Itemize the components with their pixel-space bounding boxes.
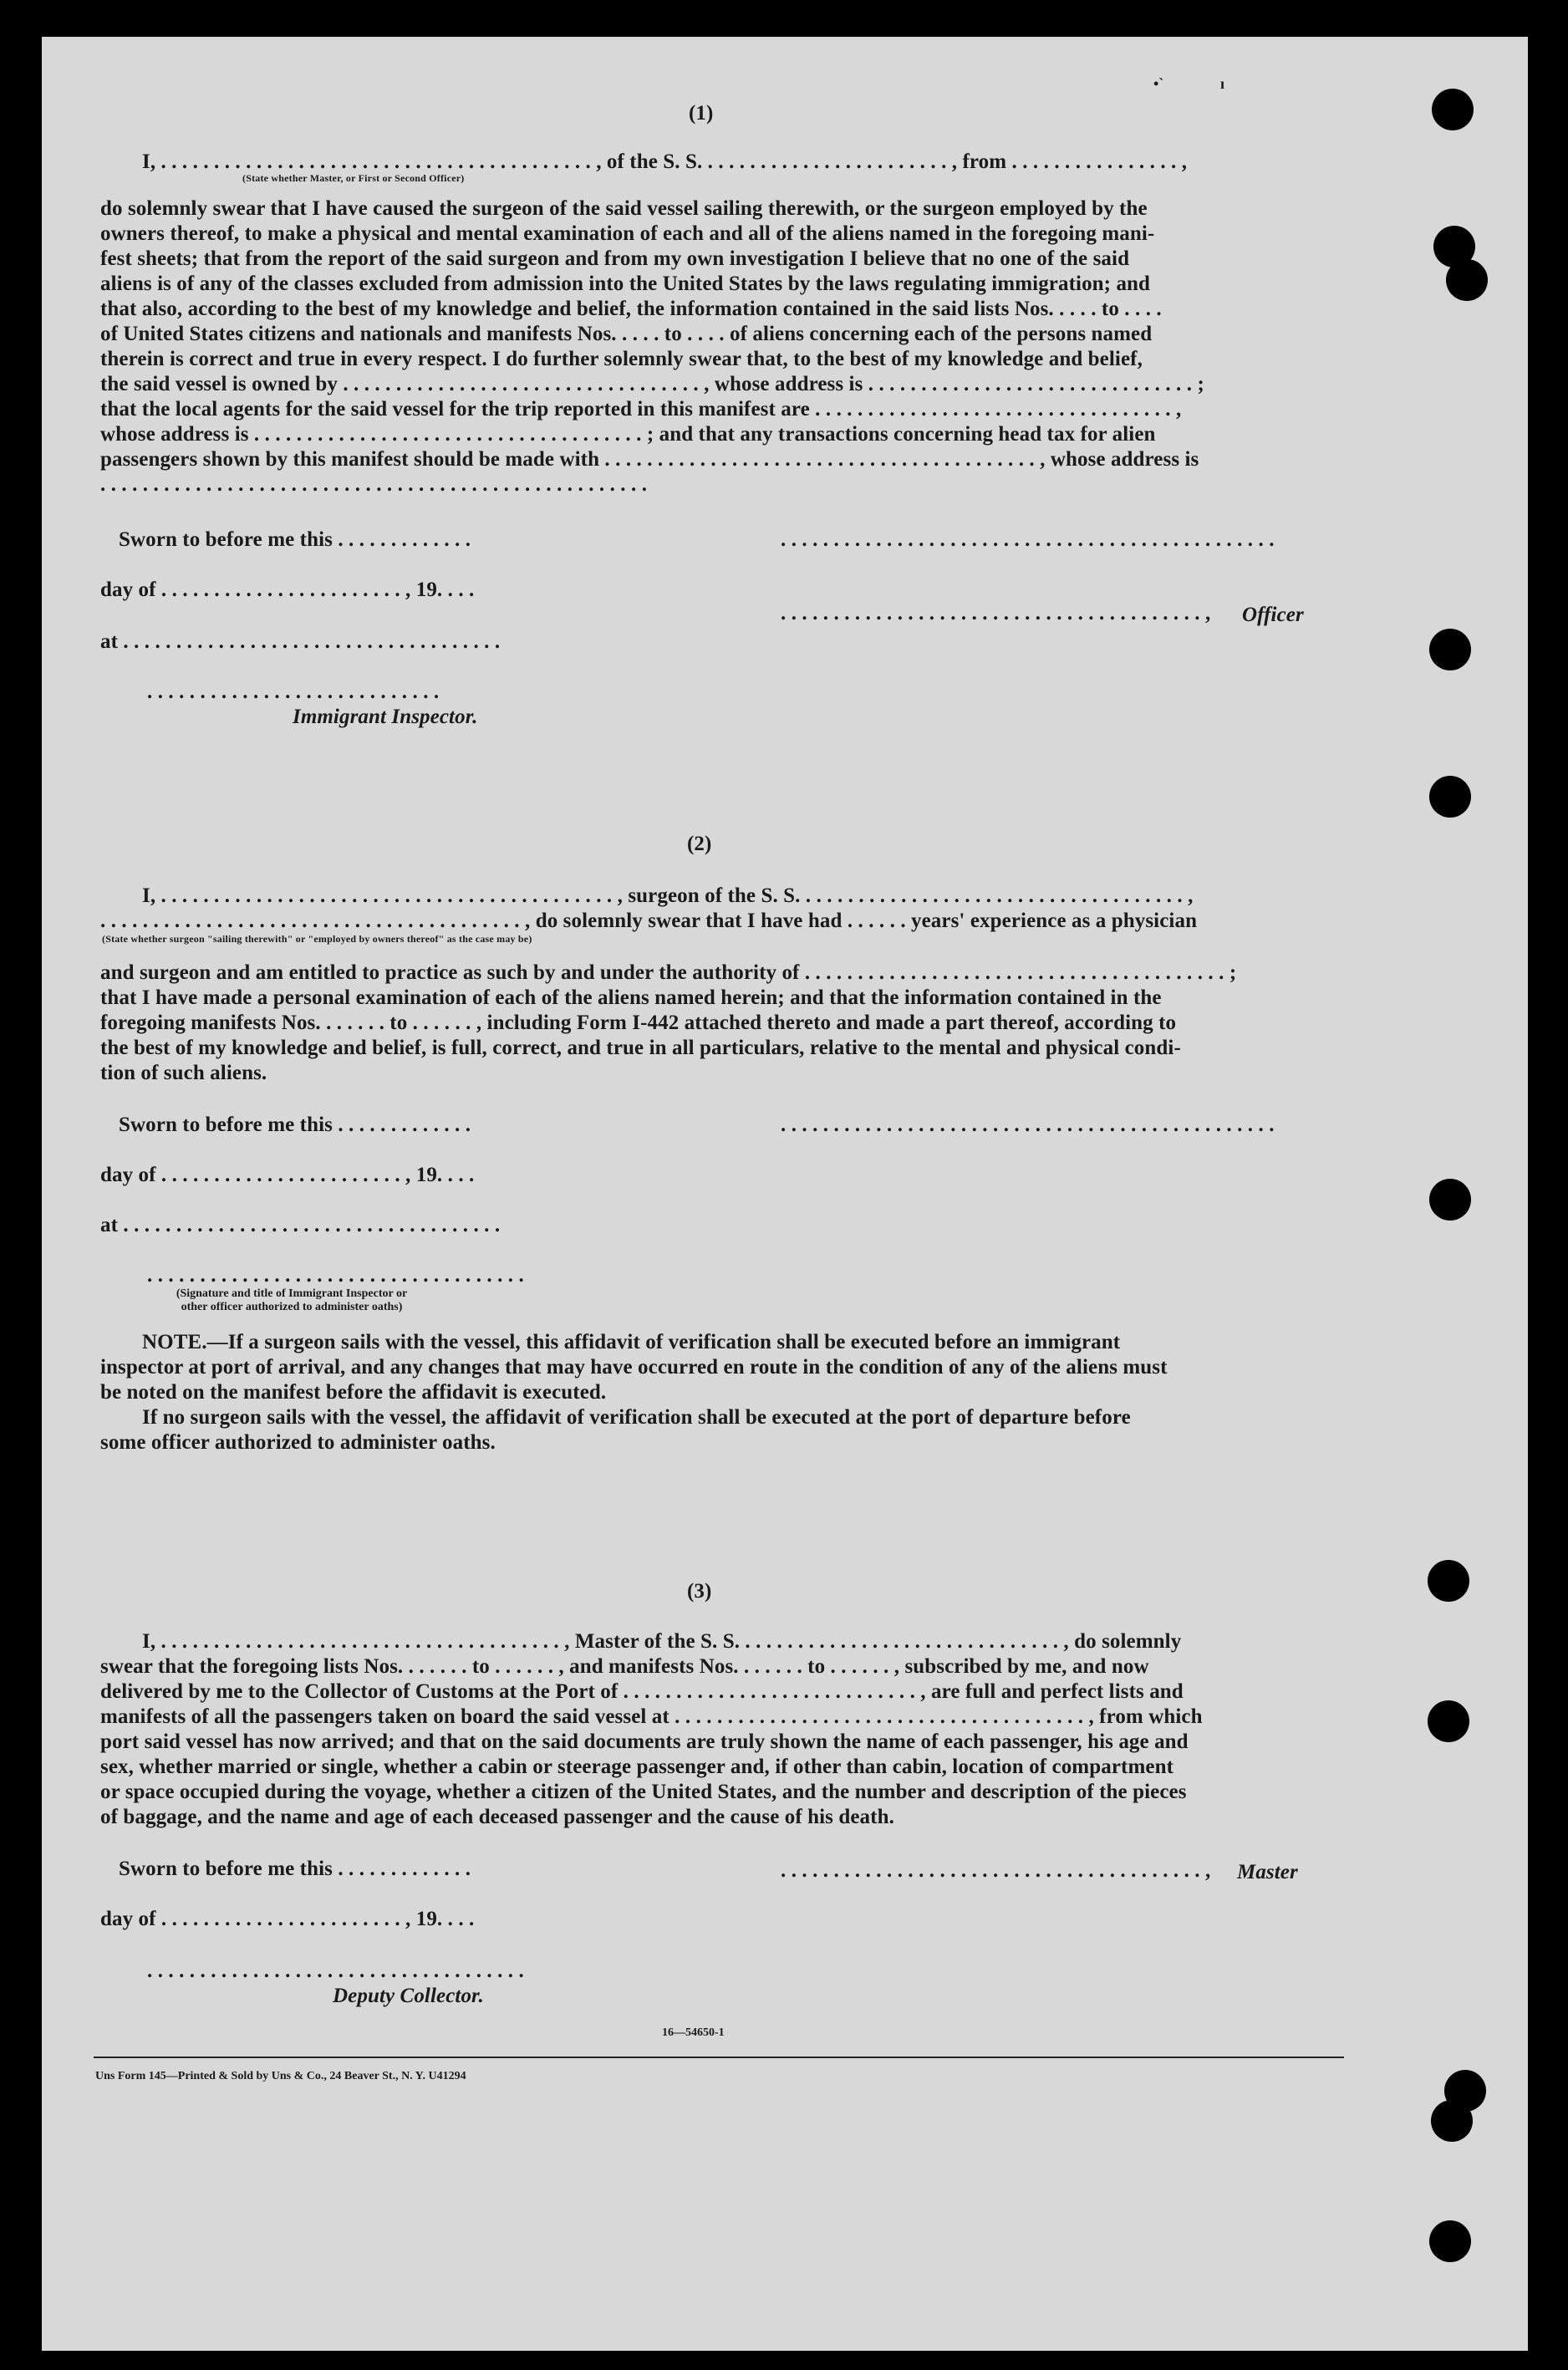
- section-2-inspector-dots: . . . . . . . . . . . . . . . . . . . . . . . . . . . . . . . . . . . .: [147, 1264, 524, 1287]
- section-1-officer-label: Officer: [1242, 604, 1304, 626]
- section-2-signature-dots: . . . . . . . . . . . . . . . . . . . . . . . . . . . . . . . . . . . . . . . . . . . . . . .: [781, 1114, 1275, 1136]
- section-3-body-line: manifests of all the passengers taken on board the said vessel at . . . . . . . . . . . . . . . . . . . . . . . . . . . . . . . . . . . . . . . , from which: [100, 1705, 1203, 1728]
- section-2-note-line: be noted on the manifest before the affidavit is executed.: [100, 1381, 607, 1404]
- punch-hole-6: [1429, 1179, 1471, 1221]
- section-2-note-line: NOTE.—If a surgeon sails with the vessel, this affidavit of verification shall be executed before an immigrant: [142, 1331, 1121, 1353]
- punch-hole-3: [1446, 259, 1488, 301]
- punch-hole-8: [1428, 1700, 1469, 1742]
- section-1-body-line: fest sheets; that from the report of the said surgeon and from my own investigation I believe that no one of the said: [100, 247, 1130, 270]
- section-2-body-line: foregoing manifests Nos. . . . . . . to . . . . . . , including Form I-442 attached thereto and made a part thereof, according to: [100, 1012, 1177, 1034]
- section-1-body-line: of United States citizens and nationals and manifests Nos. . . . . to . . . . of aliens concerning each of the persons named: [100, 323, 1153, 345]
- section-2-inspector-note-2: other officer authorized to administer oaths): [181, 1301, 403, 1313]
- section-3-collector-label: Deputy Collector.: [333, 1985, 484, 2007]
- section-2-line-2: . . . . . . . . . . . . . . . . . . . . . . . . . . . . . . . . . . . . . . . . , do solemnly swear that I have had . . . . . . years' experience as a physician: [100, 910, 1198, 932]
- section-1-sworn: Sworn to before me this . . . . . . . . . . . . .: [119, 528, 471, 551]
- punch-hole-10: [1431, 2100, 1473, 2142]
- section-1-line-1: I, . . . . . . . . . . . . . . . . . . . . . . . . . . . . . . . . . . . . . . . . . , of the S. S. . . . . . . . . . . . . . . . . . . . . . . . , from . . . . . . . . . . . . . . . . ,: [142, 150, 1188, 173]
- section-2-body-line: tion of such aliens.: [100, 1062, 267, 1084]
- section-1-body-line: the said vessel is owned by . . . . . . . . . . . . . . . . . . . . . . . . . . . . . . . . . . , whose address is . . . . . . . . . . . . . . . . . . . . . . . . . . . . . . . ;: [100, 373, 1204, 395]
- section-3-body-line: swear that the foregoing lists Nos. . . . . . . to . . . . . . , and manifests Nos. . . . . . . to . . . . . . , subscribed by me, and now: [100, 1655, 1149, 1678]
- section-1-body-line: that also, according to the best of my knowledge and belief, the information contained in the said lists Nos. . . . . to . . . .: [100, 298, 1162, 320]
- section-3-body-line: port said vessel has now arrived; and that on the said documents are truly shown the name of each passenger, his age and: [100, 1730, 1189, 1753]
- punch-hole-4: [1429, 629, 1471, 670]
- section-1-body-line: owners thereof, to make a physical and mental examination of each and all of the aliens named in the foregoing mani-: [100, 222, 1155, 245]
- section-1-day-of: day of . . . . . . . . . . . . . . . . . . . . . . . , 19. . . .: [100, 578, 475, 601]
- stray-mark: •`: [1153, 75, 1164, 92]
- section-3-day-of: day of . . . . . . . . . . . . . . . . . . . . . . . , 19. . . .: [100, 1908, 475, 1930]
- section-3-master-dots: . . . . . . . . . . . . . . . . . . . . . . . . . . . . . . . . . . . . . . . . ,: [781, 1859, 1211, 1882]
- manifest-affidavit-page: [42, 37, 1528, 2351]
- section-2-sworn: Sworn to before me this . . . . . . . . . . . . .: [119, 1114, 471, 1136]
- section-3-master-label: Master: [1237, 1861, 1298, 1883]
- footer-rule: [94, 2057, 1344, 2058]
- section-1-body-line: whose address is . . . . . . . . . . . . . . . . . . . . . . . . . . . . . . . . . . . . . ; and that any transactions concerning head tax for alien: [100, 423, 1156, 446]
- section-2-at: at . . . . . . . . . . . . . . . . . . . . . . . . . . . . . . . . . . . .: [100, 1214, 501, 1236]
- section-2-line-1: I, . . . . . . . . . . . . . . . . . . . . . . . . . . . . . . . . . . . . . . . . . . . , surgeon of the S. S. . . . . . . . . . . . . . . . . . . . . . . . . . . . . . . . . . . . . ,: [142, 884, 1194, 907]
- section-2-note-line: If no surgeon sails with the vessel, the affidavit of verification shall be executed at the port of departure before: [142, 1406, 1131, 1429]
- section-1-body-line: therein is correct and true in every respect. I do further solemnly swear that, to the best of my knowledge and belief,: [100, 348, 1143, 370]
- section-2-day-of: day of . . . . . . . . . . . . . . . . . . . . . . . , 19. . . .: [100, 1164, 475, 1186]
- section-1-number: (1): [689, 102, 714, 125]
- section-1-body-line: do solemnly swear that I have caused the surgeon of the said vessel sailing therewith, or the surgeon employed by the: [100, 197, 1148, 220]
- section-1-body-line: that the local agents for the said vessel for the trip reported in this manifest are . . . . . . . . . . . . . . . . . . . . . . . . . . . . . . . . . . ,: [100, 398, 1182, 420]
- section-3-number: (3): [687, 1580, 712, 1603]
- section-1-body-line: passengers shown by this manifest should be made with . . . . . . . . . . . . . . . . . . . . . . . . . . . . . . . . . . . . . . . . . , whose address is: [100, 448, 1199, 471]
- form-number: 16—54650-1: [662, 2026, 725, 2039]
- punch-hole-11: [1429, 2220, 1471, 2262]
- section-3-body-line: delivered by me to the Collector of Customs at the Port of . . . . . . . . . . . . . . . . . . . . . . . . . . . . , are full and perfect lists and: [100, 1680, 1184, 1703]
- section-3-collector-dots: . . . . . . . . . . . . . . . . . . . . . . . . . . . . . . . . . . . .: [147, 1960, 524, 1982]
- section-1-officer-note: (State whether Master, or First or Second Officer): [242, 172, 465, 184]
- section-1-at: at . . . . . . . . . . . . . . . . . . . . . . . . . . . . . . . . . . . .: [100, 630, 501, 653]
- section-3-body-line: or space occupied during the voyage, whether a citizen of the United States, and the number and description of the pieces: [100, 1781, 1187, 1803]
- section-1-inspector-dots: . . . . . . . . . . . . . . . . . . . . . . . . . . . .: [147, 680, 440, 703]
- section-3-body-line: I, . . . . . . . . . . . . . . . . . . . . . . . . . . . . . . . . . . . . . . , Master of the S. S. . . . . . . . . . . . . . . . . . . . . . . . . . . . . . . , do solemnly: [142, 1630, 1182, 1653]
- section-2-number: (2): [687, 833, 712, 855]
- section-1-body-line: aliens is of any of the classes excluded from admission into the United States by the laws regulating immigration; and: [100, 273, 1151, 295]
- section-1-officer-dots: . . . . . . . . . . . . . . . . . . . . . . . . . . . . . . . . . . . . . . . . ,: [781, 602, 1211, 624]
- section-2-body-line: the best of my knowledge and belief, is full, correct, and true in all particulars, relative to the mental and physical condi-: [100, 1037, 1181, 1059]
- printer-line: Uns Form 145—Printed & Sold by Uns & Co., 24 Beaver St., N. Y. U41294: [95, 2070, 466, 2082]
- section-2-body-line: that I have made a personal examination of each of the aliens named herein; and that the information contained in the: [100, 986, 1162, 1009]
- section-3-body-line: sex, whether married or single, whether a cabin or steerage passenger and, if other than cabin, location of compartment: [100, 1756, 1174, 1778]
- section-2-surgeon-note: (State whether surgeon "sailing therewith" or "employed by owners thereof" as the case may be): [102, 933, 532, 945]
- section-2-inspector-note-1: (Signature and title of Immigrant Inspector or: [176, 1287, 408, 1300]
- section-3-sworn: Sworn to before me this . . . . . . . . . . . . .: [119, 1858, 471, 1880]
- punch-hole-1: [1432, 89, 1474, 130]
- section-1-body-line: . . . . . . . . . . . . . . . . . . . . . . . . . . . . . . . . . . . . . . . . . . . . . . . . . . . .: [100, 473, 648, 496]
- punch-hole-5: [1429, 776, 1471, 818]
- section-2-note-line: inspector at port of arrival, and any changes that may have occurred en route in the condition of any of the aliens must: [100, 1356, 1168, 1379]
- section-2-body-line: and surgeon and am entitled to practice as such by and under the authority of . . . . . . . . . . . . . . . . . . . . . . . . . . . . . . . . . . . . . . . . ;: [100, 961, 1237, 984]
- section-1-inspector-label: Immigrant Inspector.: [293, 706, 478, 728]
- punch-hole-7: [1428, 1560, 1469, 1602]
- section-3-body-line: of baggage, and the name and age of each deceased passenger and the cause of his death.: [100, 1806, 894, 1828]
- section-1-signature-dots: . . . . . . . . . . . . . . . . . . . . . . . . . . . . . . . . . . . . . . . . . . . . . . .: [781, 528, 1275, 551]
- section-2-note-line: some officer authorized to administer oaths.: [100, 1431, 496, 1454]
- stray-mark: ı: [1220, 75, 1225, 92]
